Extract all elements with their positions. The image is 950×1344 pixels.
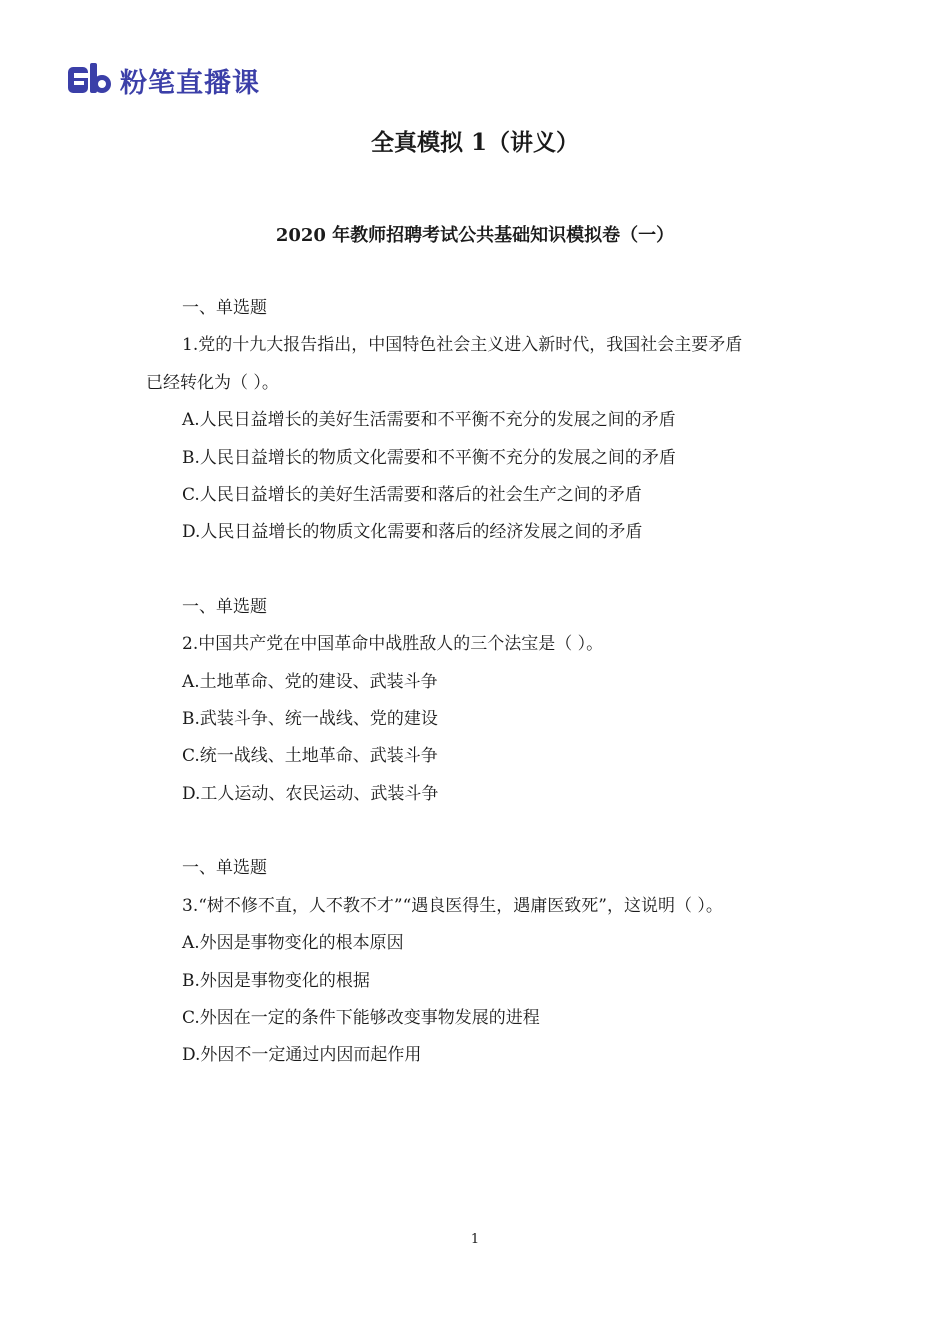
page-number: 1 [470,1232,480,1247]
question-list [146,290,816,1075]
document-title: 全真模拟 1（讲义） [370,129,579,156]
option-d: D.人民日益增长的物质文化需要和落后的经济发展之间的矛盾 [182,522,643,543]
brand-name: 粉笔直播课 [120,67,260,99]
option-a: A.外因是事物变化的根本原因 [182,933,404,954]
option-c: C.外因在一定的条件下能够改变事物发展的进程 [182,1007,540,1028]
option-c: C.统一战线、土地革命、武装斗争 [182,746,438,767]
question-block [146,290,816,552]
option-b: B.人民日益增长的物质文化需要和不平衡不充分的发展之间的矛盾 [182,447,676,468]
question-block [146,589,816,813]
question-stem: 2.中国共产党在中国革命中战胜敌人的三个法宝是（ ）。 [182,634,604,655]
question-stem: 1.党的十九大报告指出，中国特色社会主义进入新时代，我国社会主要矛盾 [182,335,743,356]
spacer [146,552,816,589]
option-d: D.工人运动、农民运动、武装斗争 [182,783,439,804]
option-a: A.土地革命、党的建设、武装斗争 [182,671,438,692]
spacer [146,813,816,850]
fenbi-logo-icon [68,63,112,97]
option-b: B.武装斗争、统一战线、党的建设 [182,709,438,730]
section-label: 一、单选题 [182,596,267,617]
section-label: 一、单选题 [182,298,267,318]
brand-logo [68,60,260,100]
question-block [146,850,816,1074]
option-b: B.外因是事物变化的根据 [182,970,370,991]
option-a: A.人民日益增长的美好生活需要和不平衡不充分的发展之间的矛盾 [182,410,676,431]
question-stem: 3.“树不修不直，人不教不才”“遇良医得生，遇庸医致死”，这说明（ ）。 [182,895,723,916]
paper-subtitle: 2020 年教师招聘考试公共基础知识模拟卷（一） [275,225,675,246]
option-c: C.人民日益增长的美好生活需要和落后的社会生产之间的矛盾 [182,485,642,506]
option-d: D.外因不一定通过内因而起作用 [182,1045,422,1066]
question-stem-continued: 已经转化为（ ）。 [146,372,279,393]
section-label: 一、单选题 [182,858,267,879]
